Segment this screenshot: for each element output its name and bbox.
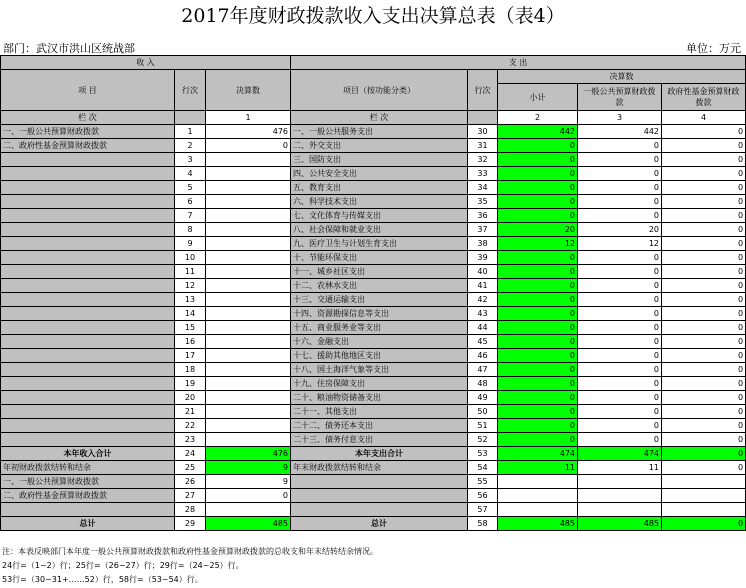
col-index-label-right: 栏 次 xyxy=(291,111,468,125)
total-income-label: 本年收入合计 xyxy=(1,447,175,461)
expense-fund: 0 xyxy=(662,167,746,181)
expense-general: 12 xyxy=(578,237,662,251)
expense-item: 六、科学技术支出 xyxy=(291,195,468,209)
expense-fund: 0 xyxy=(662,321,746,335)
line-no: 53 xyxy=(468,447,498,461)
empty-item xyxy=(1,503,175,517)
line-no: 38 xyxy=(468,237,498,251)
opening-balance-label: 年初财政拨款结转和结余 xyxy=(1,461,175,475)
empty-item xyxy=(291,503,468,517)
expense-fund: 0 xyxy=(662,391,746,405)
expense-item: 十三、交通运输支出 xyxy=(291,293,468,307)
line-no: 30 xyxy=(468,125,498,139)
income-item xyxy=(1,293,175,307)
expense-general: 0 xyxy=(578,195,662,209)
expense-subtotal: 0 xyxy=(498,377,578,391)
expense-subtotal: 20 xyxy=(498,223,578,237)
expense-item: 二十一、其他支出 xyxy=(291,405,468,419)
total-expense-label: 本年支出合计 xyxy=(291,447,468,461)
income-item xyxy=(1,195,175,209)
col-fund-header: 政府性基金预算财政拨款 xyxy=(662,84,746,111)
grand-total-label-right: 总计 xyxy=(291,517,468,531)
expense-item: 十一、城乡社区支出 xyxy=(291,265,468,279)
grand-total-general: 485 xyxy=(578,517,662,531)
empty-cell xyxy=(662,489,746,503)
income-amount: 0 xyxy=(206,139,291,153)
expense-fund: 0 xyxy=(662,251,746,265)
line-no: 44 xyxy=(468,321,498,335)
line-no: 13 xyxy=(175,293,206,307)
line-no: 50 xyxy=(468,405,498,419)
line-no: 48 xyxy=(468,377,498,391)
expense-fund: 0 xyxy=(662,153,746,167)
income-item xyxy=(1,251,175,265)
income-item xyxy=(1,153,175,167)
expense-item: 十五、商业服务业等支出 xyxy=(291,321,468,335)
income-amount xyxy=(206,419,291,433)
total-expense-general: 474 xyxy=(578,447,662,461)
line-no: 11 xyxy=(175,265,206,279)
col-amount-group-header: 决算数 xyxy=(498,70,746,84)
table-row xyxy=(1,377,746,391)
line-no: 29 xyxy=(175,517,206,531)
line-no: 39 xyxy=(468,251,498,265)
department-label: 部门：武汉市洪山区统战部 xyxy=(3,42,135,55)
income-item xyxy=(1,209,175,223)
expense-subtotal: 12 xyxy=(498,237,578,251)
income-item xyxy=(1,433,175,447)
col-index-blank-right xyxy=(468,111,498,125)
line-no: 46 xyxy=(468,349,498,363)
col-item-func-header: 项目（按功能分类） xyxy=(291,70,468,111)
expense-item: 一、一般公共服务支出 xyxy=(291,125,468,139)
expense-fund: 0 xyxy=(662,139,746,153)
expense-subtotal: 0 xyxy=(498,405,578,419)
expense-fund: 0 xyxy=(662,433,746,447)
expense-general: 0 xyxy=(578,153,662,167)
expense-item: 七、文化体育与传媒支出 xyxy=(291,209,468,223)
expense-general: 0 xyxy=(578,167,662,181)
footnotes xyxy=(2,545,746,587)
expense-general: 0 xyxy=(578,433,662,447)
expense-item: 九、医疗卫生与计划生育支出 xyxy=(291,237,468,251)
line-no: 52 xyxy=(468,433,498,447)
line-no: 5 xyxy=(175,181,206,195)
income-item xyxy=(1,223,175,237)
income-amount xyxy=(206,223,291,237)
report-subheader xyxy=(3,42,743,56)
unit-label: 单位：万元 xyxy=(686,42,741,55)
income-amount xyxy=(206,405,291,419)
expense-fund: 0 xyxy=(662,181,746,195)
col-line-header-right: 行次 xyxy=(468,70,498,111)
expense-item: 三、国防支出 xyxy=(291,153,468,167)
col-item-header: 项 目 xyxy=(1,70,175,111)
line-no: 4 xyxy=(175,167,206,181)
expense-fund: 0 xyxy=(662,293,746,307)
line-no: 20 xyxy=(175,391,206,405)
line-no: 16 xyxy=(175,335,206,349)
line-no: 36 xyxy=(468,209,498,223)
table-row xyxy=(1,223,746,237)
expense-subtotal: 442 xyxy=(498,125,578,139)
expense-general: 0 xyxy=(578,419,662,433)
expense-general: 0 xyxy=(578,335,662,349)
grand-total-fund: 0 xyxy=(662,517,746,531)
expense-general: 0 xyxy=(578,391,662,405)
income-amount xyxy=(206,209,291,223)
footnote-line: 注：本表反映部门本年度一般公共预算财政拨款和政府性基金预算财政拨款的总收支和年末结转结余情况。 xyxy=(2,547,378,556)
expense-subtotal: 0 xyxy=(498,321,578,335)
expense-item: 十九、住房保障支出 xyxy=(291,377,468,391)
expense-fund: 0 xyxy=(662,279,746,293)
expense-general: 0 xyxy=(578,265,662,279)
expense-subtotal: 0 xyxy=(498,391,578,405)
footnote-line: 53行=（30~31+……52）行，58行=（53~54）行。 xyxy=(2,575,203,584)
table-row xyxy=(1,293,746,307)
expense-header: 支 出 xyxy=(291,56,746,70)
empty-item xyxy=(291,475,468,489)
table-row xyxy=(1,153,746,167)
expense-general: 0 xyxy=(578,251,662,265)
closing-balance-fund: 0 xyxy=(662,461,746,475)
income-item xyxy=(1,237,175,251)
expense-fund: 0 xyxy=(662,335,746,349)
expense-subtotal: 0 xyxy=(498,349,578,363)
col-general-header: 一般公共预算财政拨款 xyxy=(578,84,662,111)
income-amount xyxy=(206,321,291,335)
total-expense-subtotal: 474 xyxy=(498,447,578,461)
income-item xyxy=(1,363,175,377)
expense-subtotal: 0 xyxy=(498,279,578,293)
table-row xyxy=(1,209,746,223)
income-item xyxy=(1,181,175,195)
line-no: 32 xyxy=(468,153,498,167)
expense-subtotal: 0 xyxy=(498,139,578,153)
income-amount xyxy=(206,391,291,405)
income-amount xyxy=(206,363,291,377)
expense-item: 十二、农林水支出 xyxy=(291,279,468,293)
table-row xyxy=(1,279,746,293)
expense-subtotal: 0 xyxy=(498,195,578,209)
line-no: 21 xyxy=(175,405,206,419)
expense-item: 十、节能环保支出 xyxy=(291,251,468,265)
income-amount xyxy=(206,293,291,307)
line-no: 31 xyxy=(468,139,498,153)
line-no: 54 xyxy=(468,461,498,475)
col-amount-header: 决算数 xyxy=(206,70,291,111)
col-index-1: 1 xyxy=(206,111,291,125)
expense-general: 0 xyxy=(578,321,662,335)
expense-item: 十七、援助其他地区支出 xyxy=(291,349,468,363)
expense-item: 二、外交支出 xyxy=(291,139,468,153)
income-item xyxy=(1,265,175,279)
table-row xyxy=(1,139,746,153)
table-row xyxy=(1,363,746,377)
income-item xyxy=(1,391,175,405)
line-no: 49 xyxy=(468,391,498,405)
table-row xyxy=(1,433,746,447)
expense-item: 十八、国土海洋气象等支出 xyxy=(291,363,468,377)
grand-total-subtotal: 485 xyxy=(498,517,578,531)
col-index-4: 4 xyxy=(662,111,746,125)
empty-cell xyxy=(578,475,662,489)
line-no: 15 xyxy=(175,321,206,335)
empty-cell xyxy=(662,503,746,517)
expense-fund: 0 xyxy=(662,223,746,237)
expense-subtotal: 0 xyxy=(498,181,578,195)
opening-fund-value: 0 xyxy=(206,489,291,503)
line-no: 24 xyxy=(175,447,206,461)
opening-fund-label: 二、政府性基金预算财政拨款 xyxy=(1,489,175,503)
expense-fund: 0 xyxy=(662,237,746,251)
income-amount xyxy=(206,265,291,279)
table-row xyxy=(1,349,746,363)
table-row xyxy=(1,405,746,419)
income-item xyxy=(1,279,175,293)
expense-item: 二十三、债务付息支出 xyxy=(291,433,468,447)
opening-balance-value: 9 xyxy=(206,461,291,475)
line-no: 25 xyxy=(175,461,206,475)
expense-fund: 0 xyxy=(662,349,746,363)
line-no: 2 xyxy=(175,139,206,153)
line-no: 58 xyxy=(468,517,498,531)
expense-item: 二十二、债务还本支出 xyxy=(291,419,468,433)
line-no: 12 xyxy=(175,279,206,293)
income-amount xyxy=(206,307,291,321)
expense-subtotal: 0 xyxy=(498,419,578,433)
line-no: 1 xyxy=(175,125,206,139)
total-income-value: 476 xyxy=(206,447,291,461)
col-subtotal-header: 小计 xyxy=(498,84,578,111)
expense-general: 0 xyxy=(578,279,662,293)
income-item xyxy=(1,335,175,349)
income-item xyxy=(1,321,175,335)
empty-cell xyxy=(578,503,662,517)
expense-fund: 0 xyxy=(662,307,746,321)
closing-balance-general: 11 xyxy=(578,461,662,475)
income-item xyxy=(1,349,175,363)
line-no: 23 xyxy=(175,433,206,447)
line-no: 3 xyxy=(175,153,206,167)
income-amount xyxy=(206,195,291,209)
table-row xyxy=(1,125,746,139)
line-no: 9 xyxy=(175,237,206,251)
expense-general: 0 xyxy=(578,377,662,391)
table-row xyxy=(1,391,746,405)
income-amount xyxy=(206,433,291,447)
line-no: 27 xyxy=(175,489,206,503)
line-no: 35 xyxy=(468,195,498,209)
expense-general: 20 xyxy=(578,223,662,237)
income-item xyxy=(1,377,175,391)
col-line-header: 行次 xyxy=(175,70,206,111)
line-no: 57 xyxy=(468,503,498,517)
empty-cell xyxy=(498,475,578,489)
income-item xyxy=(1,307,175,321)
line-no: 22 xyxy=(175,419,206,433)
line-no: 37 xyxy=(468,223,498,237)
empty-item xyxy=(291,489,468,503)
budget-table xyxy=(0,55,746,531)
expense-general: 0 xyxy=(578,363,662,377)
table-row xyxy=(1,195,746,209)
table-row xyxy=(1,251,746,265)
opening-general-label: 一、一般公共预算财政拨款 xyxy=(1,475,175,489)
table-row xyxy=(1,167,746,181)
expense-general: 0 xyxy=(578,405,662,419)
income-item xyxy=(1,419,175,433)
line-no: 6 xyxy=(175,195,206,209)
expense-subtotal: 0 xyxy=(498,251,578,265)
expense-subtotal: 0 xyxy=(498,265,578,279)
table-row xyxy=(1,335,746,349)
footnote-line: 24行=（1~2）行；25行=（26~27）行；29行=（24~25）行。 xyxy=(2,561,244,570)
closing-balance-subtotal: 11 xyxy=(498,461,578,475)
table-row xyxy=(1,237,746,251)
line-no: 18 xyxy=(175,363,206,377)
grand-total-label: 总计 xyxy=(1,517,175,531)
empty-cell xyxy=(206,503,291,517)
expense-fund: 0 xyxy=(662,195,746,209)
closing-balance-label: 年末财政拨款结转和结余 xyxy=(291,461,468,475)
income-amount xyxy=(206,251,291,265)
expense-subtotal: 0 xyxy=(498,209,578,223)
line-no: 45 xyxy=(468,335,498,349)
expense-item: 二十、粮油物资储备支出 xyxy=(291,391,468,405)
expense-fund: 0 xyxy=(662,419,746,433)
expense-subtotal: 0 xyxy=(498,167,578,181)
expense-general: 0 xyxy=(578,209,662,223)
grand-total-income: 485 xyxy=(206,517,291,531)
line-no: 40 xyxy=(468,265,498,279)
line-no: 56 xyxy=(468,489,498,503)
opening-general-value: 9 xyxy=(206,475,291,489)
line-no: 41 xyxy=(468,279,498,293)
line-no: 55 xyxy=(468,475,498,489)
line-no: 51 xyxy=(468,419,498,433)
total-expense-fund: 0 xyxy=(662,447,746,461)
income-amount xyxy=(206,335,291,349)
empty-cell xyxy=(578,489,662,503)
report-title: 2017年度财政拨款收入支出决算总表（表4） xyxy=(181,5,565,27)
expense-subtotal: 0 xyxy=(498,153,578,167)
table-row xyxy=(1,307,746,321)
line-no: 28 xyxy=(175,503,206,517)
income-amount xyxy=(206,181,291,195)
expense-fund: 0 xyxy=(662,363,746,377)
col-index-label: 栏 次 xyxy=(1,111,175,125)
expense-item: 五、教育支出 xyxy=(291,181,468,195)
income-amount xyxy=(206,237,291,251)
empty-cell xyxy=(498,489,578,503)
table-row xyxy=(1,265,746,279)
expense-general: 0 xyxy=(578,293,662,307)
table-row xyxy=(1,419,746,433)
income-item: 二、政府性基金预算财政拨款 xyxy=(1,139,175,153)
expense-general: 0 xyxy=(578,181,662,195)
table-row xyxy=(1,321,746,335)
expense-item: 十四、资源勘探信息等支出 xyxy=(291,307,468,321)
expense-subtotal: 0 xyxy=(498,433,578,447)
income-amount xyxy=(206,377,291,391)
expense-general: 442 xyxy=(578,125,662,139)
line-no: 14 xyxy=(175,307,206,321)
line-no: 8 xyxy=(175,223,206,237)
income-amount xyxy=(206,279,291,293)
expense-fund: 0 xyxy=(662,405,746,419)
col-index-blank xyxy=(175,111,206,125)
expense-subtotal: 0 xyxy=(498,335,578,349)
income-item xyxy=(1,167,175,181)
empty-cell xyxy=(498,503,578,517)
line-no: 34 xyxy=(468,181,498,195)
income-item xyxy=(1,405,175,419)
expense-subtotal: 0 xyxy=(498,293,578,307)
expense-general: 0 xyxy=(578,349,662,363)
expense-subtotal: 0 xyxy=(498,307,578,321)
expense-general: 0 xyxy=(578,307,662,321)
line-no: 43 xyxy=(468,307,498,321)
income-header: 收 入 xyxy=(1,56,291,70)
line-no: 33 xyxy=(468,167,498,181)
line-no: 10 xyxy=(175,251,206,265)
empty-cell xyxy=(662,475,746,489)
expense-general: 0 xyxy=(578,139,662,153)
line-no: 42 xyxy=(468,293,498,307)
line-no: 19 xyxy=(175,377,206,391)
expense-fund: 0 xyxy=(662,125,746,139)
income-amount xyxy=(206,153,291,167)
income-amount: 476 xyxy=(206,125,291,139)
line-no: 26 xyxy=(175,475,206,489)
expense-subtotal: 0 xyxy=(498,363,578,377)
expense-fund: 0 xyxy=(662,209,746,223)
income-amount xyxy=(206,349,291,363)
expense-fund: 0 xyxy=(662,377,746,391)
expense-item: 四、公共安全支出 xyxy=(291,167,468,181)
col-index-2: 2 xyxy=(498,111,578,125)
col-index-3: 3 xyxy=(578,111,662,125)
income-item: 一、一般公共预算财政拨款 xyxy=(1,125,175,139)
expense-fund: 0 xyxy=(662,265,746,279)
line-no: 17 xyxy=(175,349,206,363)
expense-item: 八、社会保障和就业支出 xyxy=(291,223,468,237)
table-row xyxy=(1,181,746,195)
expense-item: 十六、金融支出 xyxy=(291,335,468,349)
line-no: 7 xyxy=(175,209,206,223)
income-amount xyxy=(206,167,291,181)
line-no: 47 xyxy=(468,363,498,377)
